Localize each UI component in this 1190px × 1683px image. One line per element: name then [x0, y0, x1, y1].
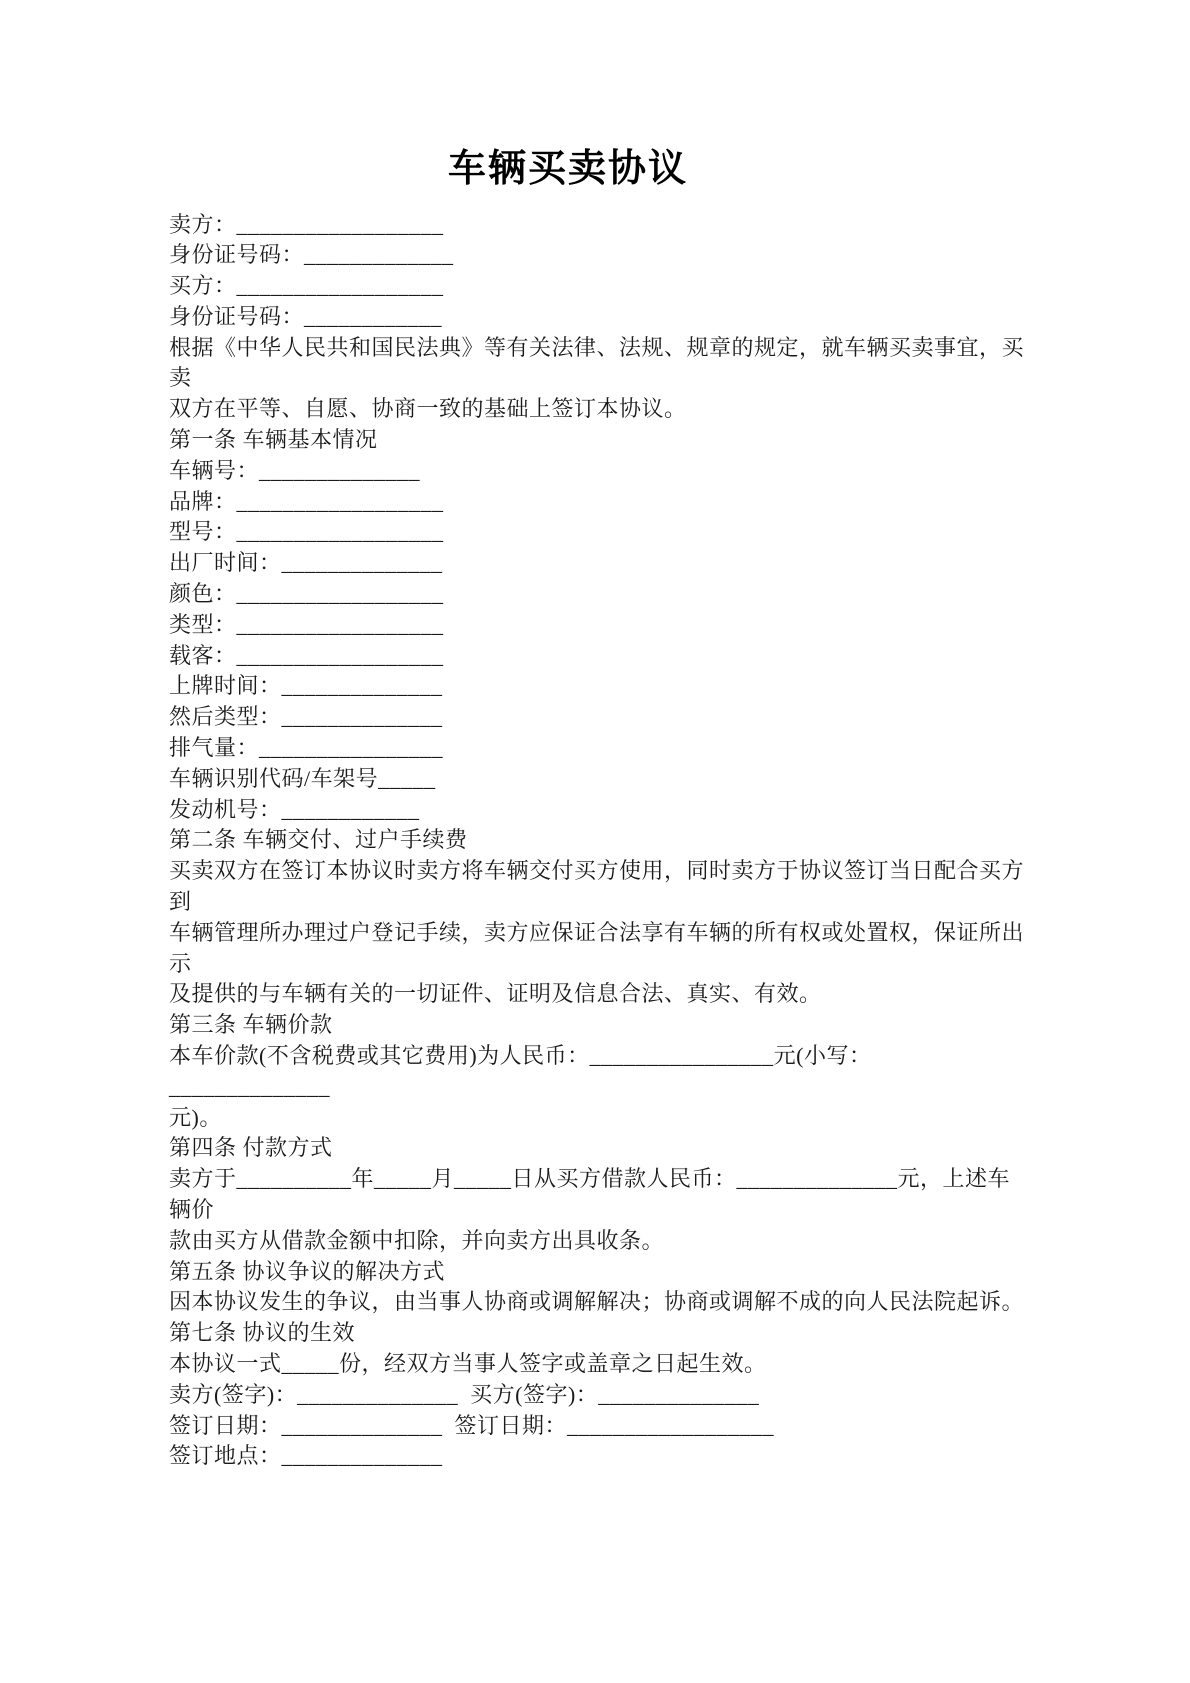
- document-line: 身份证号码：_____________: [169, 242, 454, 268]
- document-line: 型号：__________________: [169, 519, 444, 545]
- document-line: 第三条 车辆价款: [169, 1012, 333, 1038]
- document-line: 款由买方从借款金额中扣除，并向卖方出具收条。: [169, 1227, 665, 1253]
- document-line: 元)。: [169, 1104, 222, 1130]
- document-line: 第四条 付款方式: [169, 1135, 333, 1161]
- document-line: 第五条 协议争议的解决方式: [169, 1258, 446, 1284]
- document-line: 车辆号：______________: [169, 457, 421, 483]
- document-line: 载客：__________________: [169, 642, 444, 668]
- document-line: 卖方：__________________: [169, 211, 444, 237]
- document-line: 签订日期：______________ 签订日期：__________________: [169, 1412, 775, 1438]
- document-line: 签订地点：______________: [169, 1443, 443, 1469]
- document-content: [169, 146, 1027, 1472]
- document-line: 然后类型：______________: [169, 704, 443, 730]
- document-line: 第七条 协议的生效: [169, 1320, 356, 1346]
- document-line: 颜色：__________________: [169, 581, 444, 607]
- document-line: 出厂时间：______________: [169, 550, 443, 576]
- document-line: 发动机号：____________: [169, 796, 420, 822]
- document-line: 品牌：__________________: [169, 488, 444, 514]
- document-line: 因本协议发生的争议，由当事人协商或调解解决；协商或调解不成的向人民法院起诉。: [169, 1289, 1025, 1315]
- document-line: 本协议一式_____份，经双方当事人签字或盖章之日起生效。: [169, 1350, 767, 1376]
- document-title: 车辆买卖协议: [447, 148, 688, 190]
- document-body: [169, 210, 1027, 1473]
- document-line: 卖方(签字)：______________ 买方(签字)：______________: [169, 1381, 760, 1407]
- document-line: 第二条 车辆交付、过户手续费: [169, 827, 468, 853]
- document-line: 第一条 车辆基本情况: [169, 427, 378, 453]
- document-line: 卖方于__________年_____月_____日从买方借款人民币：______________元，上述车辆价: [169, 1166, 1011, 1222]
- document-line: 根据《中华人民共和国民法典》等有关法律、法规、规章的规定，就车辆买卖事宜，买卖: [169, 334, 1025, 391]
- document-line: 身份证号码：____________: [169, 303, 443, 329]
- document-line: 本车价款(不含税费或其它费用)为人民币：________________元(小写：______________: [169, 1043, 872, 1099]
- document-line: 及提供的与车辆有关的一切证件、证明及信息合法、真实、有效。: [169, 981, 822, 1007]
- document-line: 排气量：________________: [169, 735, 444, 761]
- document-line: 车辆识别代码/车架号_____: [169, 765, 436, 791]
- document-line: 买方：__________________: [169, 273, 444, 299]
- document-line: 类型：__________________: [169, 611, 444, 637]
- document-line: 买卖双方在签订本协议时卖方将车辆交付买方使用，同时卖方于协议签订当日配合买方到: [169, 858, 1025, 915]
- document-line: 上牌时间：______________: [169, 673, 443, 699]
- document-line: 双方在平等、自愿、协商一致的基础上签订本协议。: [169, 396, 687, 422]
- document-line: 车辆管理所办理过户登记手续，卖方应保证合法享有车辆的所有权或处置权，保证所出示: [169, 919, 1025, 976]
